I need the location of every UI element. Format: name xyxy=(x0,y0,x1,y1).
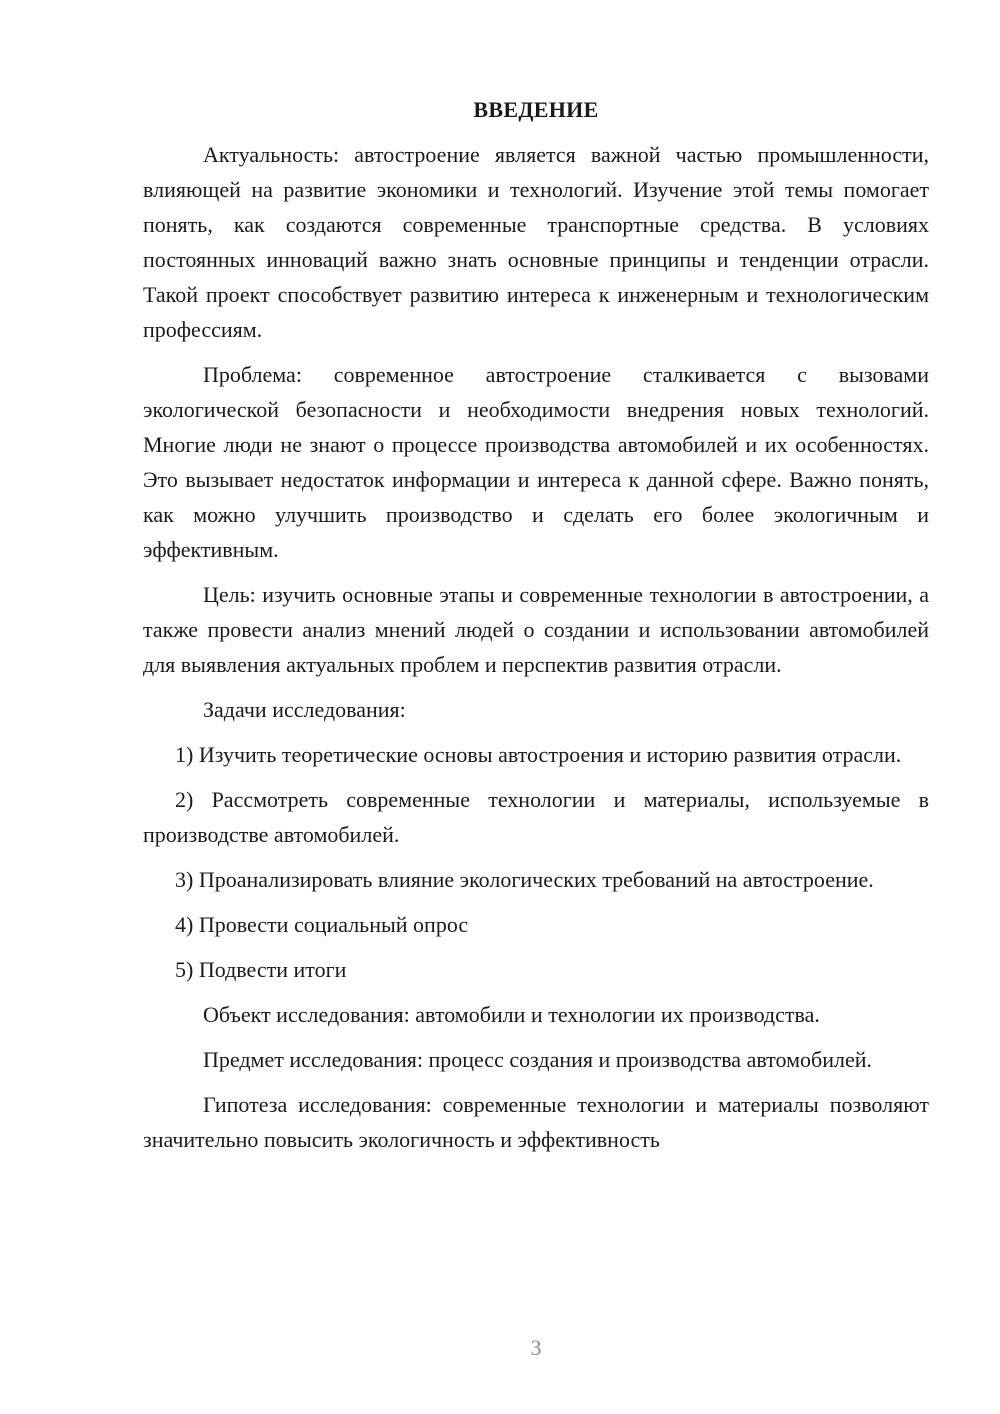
page-number: 3 xyxy=(530,1335,542,1360)
object-paragraph: Объект исследования: автомобили и технологии их производства. xyxy=(203,1002,820,1027)
tasks-heading: Задачи исследования: xyxy=(203,697,406,722)
page-content xyxy=(143,92,929,1157)
relevance-paragraph: Актуальность: автостроение является важной частью промышленности, влияющей на развитие экономики и технологий. Изучение этой темы помогает понять, как создаются современные транспортные средства. В условиях постоянных инноваций важно знать основные принципы и тенденции отрасли. Такой проект способствует развитию интереса к инженерным и технологическим профессиям. xyxy=(143,142,929,342)
hypothesis-paragraph: Гипотеза исследования: современные технологии и материалы позволяют значительно повысить экологичность и эффективность xyxy=(143,1092,929,1152)
task-item-1: 1) Изучить теоретические основы автостроения и историю развития отрасли. xyxy=(175,742,902,767)
task-item-3: 3) Проанализировать влияние экологических требований на автостроение. xyxy=(175,867,874,892)
task-item-4: 4) Провести социальный опрос xyxy=(175,912,469,937)
task-item-5: 5) Подвести итоги xyxy=(175,957,347,982)
problem-paragraph: Проблема: современное автостроение сталкивается с вызовами экологической безопасности и необходимости внедрения новых технологий. Многие люди не знают о процессе производства автомобилей и их особенностях. Это вызывает недостаток информации и интереса к данной сфере. Важно понять, как можно улучшить производство и сделать его более экологичным и эффективным. xyxy=(143,362,929,562)
subject-paragraph: Предмет исследования: процесс создания и производства автомобилей. xyxy=(203,1047,872,1072)
page-title: ВВЕДЕНИЕ xyxy=(473,97,599,122)
task-item-2: 2) Рассмотреть современные технологии и материалы, используемые в производстве автомобилей. xyxy=(143,787,929,847)
tasks-list xyxy=(143,737,929,987)
goal-paragraph: Цель: изучить основные этапы и современные технологии в автостроении, а также провести анализ мнений людей о создании и использовании автомобилей для выявления актуальных проблем и перспектив развития отрасли. xyxy=(143,582,929,677)
